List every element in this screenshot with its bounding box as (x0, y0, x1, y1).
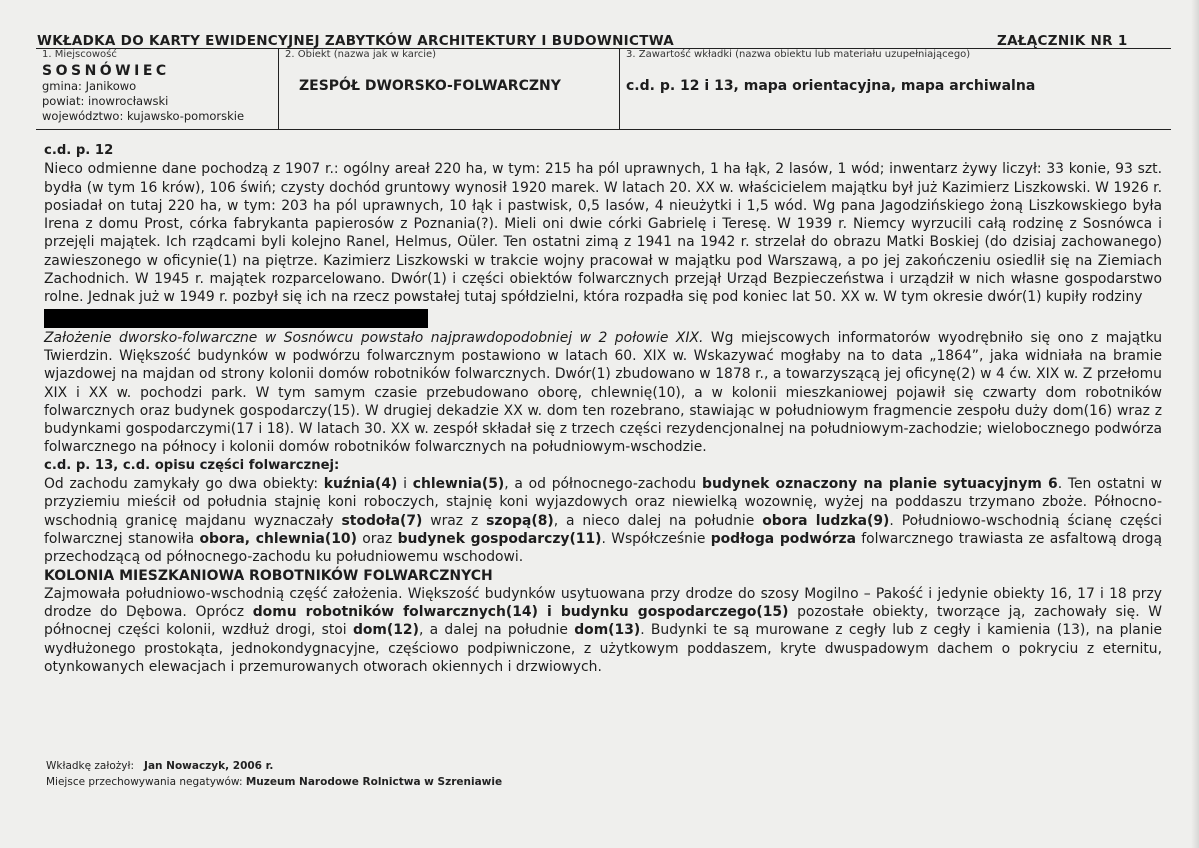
author-line (46, 758, 502, 774)
section-heading-kolonia: KOLONIA MIESZKANIOWA ROBOTNIKÓW FOLWARCZNYCH (44, 567, 493, 584)
text: . Współcześnie (601, 530, 711, 547)
object-name: ZESPÓŁ DWORSKO-FOLWARCZNY (299, 78, 561, 94)
storage-line (46, 774, 502, 790)
scan-edge (1191, 0, 1199, 848)
section-label-p12: c.d. p. 12 (44, 143, 114, 158)
building-chlewnia: chlewnia(5) (412, 476, 505, 493)
section-label-p13: c.d. p. 13, c.d. opisu części folwarcznej: (44, 457, 340, 473)
building-dom-13: dom(13) (574, 622, 641, 639)
locality-cell (36, 49, 277, 129)
text: Od zachodu zamykały go dwa obiekty: (44, 476, 324, 493)
wojewodztwo: województwo: kujawsko-pomorskie (42, 109, 245, 123)
text: Zajmowała południowo-wschodnią część założenia. Większość budynków usytuowana przy drodze do szosy Mogilno – Pakość i jedynie obiekty 16, 17 i 18 przy drodze do Dębowa. Oprócz (44, 585, 1162, 621)
powiat: powiat: inowrocławski (42, 94, 169, 108)
paragraph-farm (44, 475, 1162, 566)
redaction-bar (44, 309, 428, 328)
object-cell (278, 49, 619, 129)
building-dom-12: dom(12) (352, 622, 419, 639)
paragraph-kolonia (44, 585, 1162, 676)
paragraph-history: Nieco odmienne dane pochodzą z 1907 r.: ogólny areał 220 ha, w tym: 215 ha pól uprawnych, 1 ha łąk, 2 lasów, 1 wód; inwentarz żywy liczył: 33 konie, 93 szt. bydła (w tym 16 krów), 106 świń; czysty dochód gruntowy wynosił 1920 marek. W latach 20. XX w. właścicielem majątku był już Kazimierz Liszkowski. W 1926 r. posiadał on tutaj 220 ha, w tym: 203 ha pól uprawnych, 10 łąk i pastwisk, 0,5 lasów, 4 nieużytki i 1,5 wód. Wg pana Jagodzińskiego żoną Liszkowskiego była Irena z domu Prost, córka fabrykanta papierosów z Poznania(?). Mieli oni dwie córki Gabrielę i Teresę. W 1939 r. Niemcy wyrzucili całą rodzinę z Sosnówca i przejęli majątek. Ich rządcami byli kolejno Ranel, Helmus, Oüler. Ten ostatni zimą z 1941 na 1942 r. strzelał do obrazu Matki Boskiej (do dzisiaj zachowanego) zawieszonego w oficynie(1) na piętrze. Kazimierz Liszkowski w trakcie wojny pracował w majątku pod Warszawą, a po jej zakończeniu osiedlił się na Ziemiach Zachodnich. W 1945 r. majątek rozparcelowano. Dwór(1) i części obiektów folwarcznych przejął Urząd Bezpieczeństwa i urządził w nich własne gospodarstwo rolne. Jednak już w 1949 r. pozbył się ich na rzecz powstałej tutaj spółdzielni, która rozpadła się pod koniec lat 50. XX w. W tym okresie dwór(1) kupiły rodziny (44, 161, 1162, 306)
text: pozostałe obiekty, tworzące ją, zachowały się. W północnej części kolonii, wzdłuż drogi, stoi (44, 604, 1162, 639)
buildings-14-15: domu robotników folwarcznych(14) i budynku gospodarczego(15) (252, 604, 789, 621)
gmina: gmina: Janikowo (42, 79, 137, 93)
annex-number: ZAŁĄCZNIK NR 1 (997, 33, 1128, 49)
building-6: budynek oznaczony na planie sytuacyjnym 6 (702, 476, 1058, 493)
text: . Ten ostatni w przyziemiu mieścił od południa stajnię koni roboczych, stajnię koni wyjazdowych oraz niewielką wozownię, wyżej na poddaszu trzymano zboże. Północno-wschodnią granicę majdanu wyznaczały (44, 476, 1162, 529)
building-gospodarczy: budynek gospodarczy(11) (397, 530, 602, 547)
locality-name: SOSNÓWIEC (42, 63, 170, 79)
building-obora-chlewnia: obora, chlewnia(10) (199, 530, 357, 547)
courtyard-floor: podłoga podwórza (710, 530, 856, 547)
object-label: 2. Obiekt (nazwa jak w karcie) (285, 49, 437, 60)
header-table (36, 48, 1171, 130)
storage-place: Muzeum Narodowe Rolnictwa w Szreniawie (245, 776, 503, 788)
building-kuznia: kuźnia(4) (323, 476, 398, 493)
text: i (397, 476, 413, 493)
text: . Południowo-wschodnią ścianę części folwarcznej stanowiła (44, 512, 1162, 547)
paragraph-origin (44, 329, 1162, 457)
content-label: 3. Zawartość wkładki (nazwa obiektu lub materiału uzupełniającego) (626, 49, 971, 60)
author-label: Wkładkę założył: (46, 760, 135, 772)
text: wraz z (422, 512, 487, 529)
building-obora-ludzka: obora ludzka(9) (762, 512, 890, 529)
document-body (44, 142, 1162, 676)
text: oraz (356, 530, 398, 547)
text: folwarcznego trawiasta ze asfaltową drogą przechodzącą od północnego-zachodu ku południowemu wschodowi. (44, 530, 1162, 566)
origin-text: Wg miejscowych informatorów wyodrębniło się ono z majątku Twierdzin. Większość budynków w podwórzu folwarcznym postawiono w latach 60. XIX w. Wskazywać mogłaby na to data „1864”, jaka widniała na bramie wjazdowej na majdan od strony kolonii domów robotników folwarcznych. Dwór(1) zbudowano w 1878 r., a towarzyszącą jej oficynę(2) w 4 ćw. XIX w. Z przełomu XIX i XX w. pochodzi park. W tym samym czasie przebudowano oborę, chlewnię(10), a w kolonii mieszkaniowej pojawił się czwarty dom robotników folwarcznych oraz budynek gospodarczy(15). W drugiej dekadzie XX w. dom ten rozebrano, stawiając w południowym fragmencie zespołu duży dom(16) wraz z budynkami gospodarczymi(17 i 18). W latach 30. XX w. zespół składał się z trzech części rezydencjonalnej na południowym-zachodzie; wielobocznego podwórza folwarcznego na północy i kolonii domów robotników folwarcznych na południowym-wschodzie. (44, 329, 1163, 456)
footer (46, 758, 502, 790)
text: . Budynki te są murowane z cegły lub z cegły i kamienia (13), na planie wydłużonego prostokąta, jednokondygnacyjne, częściowo podpiwniczone, z użytkowym poddaszem, kryte dwuspadowym dachem o pokryciu z eternitu, otynkowanych elewacjach i przemurowanych otworach okiennych i drzwiowych. (44, 622, 1162, 676)
origin-italic: Założenie dworsko-folwarczne w Sosnówcu powstało najprawdopodobniej w 2 połowie XIX. (44, 329, 704, 346)
text: , a dalej na południe (418, 622, 575, 639)
building-stodola: stodoła(7) (341, 512, 423, 529)
document-title: WKŁADKA DO KARTY EWIDENCYJNEJ ZABYTKÓW ARCHITEKTURY I BUDOWNICTWA (37, 33, 675, 49)
building-szopa: szopą(8) (486, 512, 554, 529)
locality-label: 1. Miejscowość (42, 49, 117, 60)
content-description: c.d. p. 12 i 13, mapa orientacyjna, mapa archiwalna (626, 78, 1036, 94)
storage-label: Miejsce przechowywania negatywów: (46, 776, 243, 788)
text: , a od północnego-zachodu (504, 476, 702, 493)
content-cell (619, 49, 1172, 129)
text: , a nieco dalej na południe (553, 512, 763, 529)
author-name: Jan Nowaczyk, 2006 r. (144, 760, 274, 772)
